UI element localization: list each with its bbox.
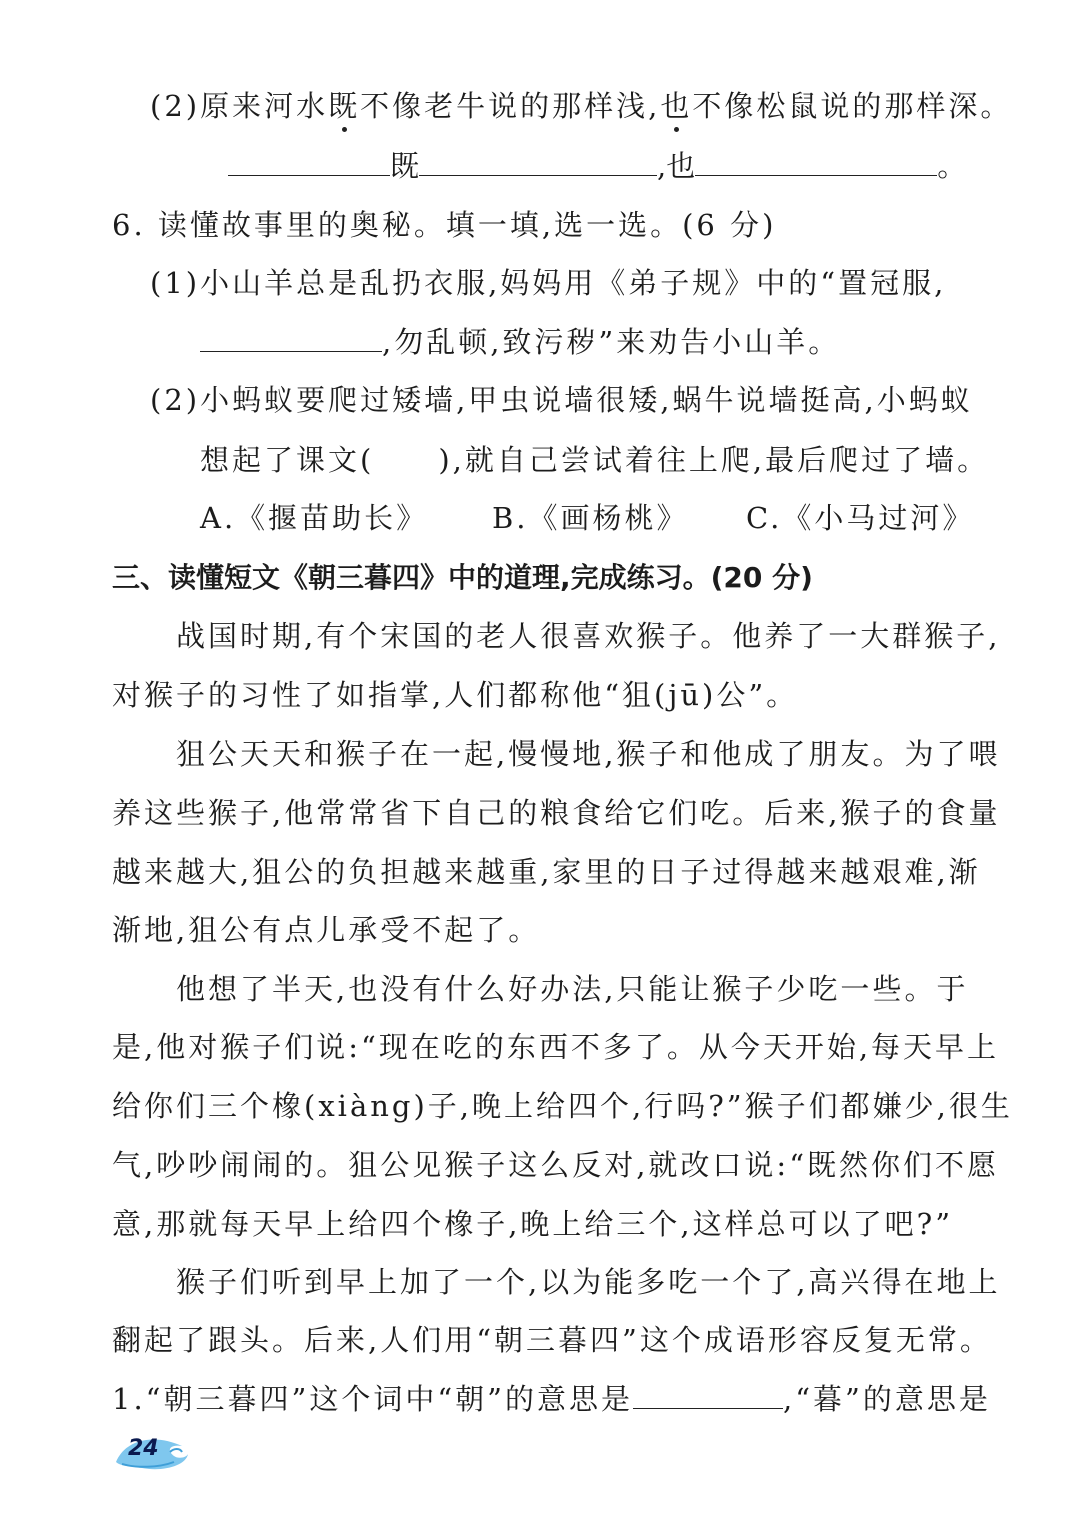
- fill-blank-3[interactable]: [695, 174, 937, 176]
- q5-fill-label-ye: ,也: [657, 149, 696, 183]
- passage-line: 猴子们听到早上加了一个,以为能多吃一个了,高兴得在地上: [176, 1265, 1001, 1299]
- q1-text-b: ,“暮”的意思是: [782, 1382, 991, 1416]
- passage-line: 越来越大,狙公的负担越来越重,家里的日子过得越来越艰难,渐: [112, 855, 981, 889]
- passage-line: 战国时期,有个宋国的老人很喜欢猴子。他养了一大群猴子,: [176, 619, 1001, 653]
- q6-option-c[interactable]: C.《小马过河》: [746, 501, 975, 535]
- q5-item2-text-c: 不像松鼠说的那样深。: [692, 89, 1013, 123]
- q5-fill-label-ji: 既: [390, 149, 420, 183]
- page-number: 24: [128, 1436, 159, 1461]
- passage-line: 渐地,狙公有点儿承受不起了。: [112, 913, 541, 947]
- passage-line: 他想了半天,也没有什么好办法,只能让猴子少吃一些。于: [176, 972, 969, 1006]
- passage-line: 对猴子的习性了如指掌,人们都称他“狙(jū)公”。: [112, 678, 799, 712]
- q6-item2-line1: (2)小蚂蚁要爬过矮墙,甲虫说墙很矮,蜗牛说墙挺高,小蚂蚁: [150, 383, 973, 417]
- q6-item2-line2: 想起了课文( ),就自己尝试着往上爬,最后爬过了墙。: [200, 443, 990, 477]
- fill-blank-1[interactable]: [228, 174, 390, 176]
- passage-line: 给你们三个橡(xiàng)子,晚上给四个,行吗?”猴子们都嫌少,很生: [112, 1089, 1013, 1123]
- passage-line: 气,吵吵闹闹的。狙公见猴子这么反对,就改口说:“既然你们不愿: [112, 1148, 1000, 1182]
- passage-line: 狙公天天和猴子在一起,慢慢地,猴子和他成了朋友。为了喂: [176, 737, 1001, 771]
- q1-text-a: 1.“朝三暮四”这个词中“朝”的意思是: [112, 1382, 633, 1416]
- q5-item2: [150, 86, 1012, 126]
- q6-item1-line2-text: ,勿乱顿,致污秽”来劝告小山羊。: [382, 325, 841, 359]
- section3-heading: 三、读懂短文《朝三暮四》中的道理,完成练习。(20 分): [112, 561, 813, 594]
- passage-line: 翻起了跟头。后来,人们用“朝三暮四”这个成语形容反复无常。: [112, 1323, 992, 1357]
- q5-item2-text-b: 不像老牛说的那样浅,: [360, 89, 661, 123]
- passage-line: 意,那就每天早上给四个橡子,晚上给三个,这样总可以了吧?”: [112, 1207, 954, 1241]
- fill-blank-4[interactable]: [200, 350, 382, 352]
- q6-item1-line1: (1)小山羊总是乱扔衣服,妈妈用《弟子规》中的“置冠服,: [150, 266, 947, 300]
- fill-blank-5[interactable]: [633, 1407, 783, 1409]
- page-number-badge: [112, 1432, 190, 1472]
- passage-line: 是,他对猴子们说:“现在吃的东西不多了。从今天开始,每天早上: [112, 1030, 1000, 1064]
- q1-line: [112, 1379, 991, 1419]
- q5-item2-text-a: (2)原来河水: [150, 89, 329, 123]
- q5-item2-emphasis-ye: 也: [660, 89, 693, 123]
- passage-line: 养这些猴子,他常常省下自己的粮食给它们吃。后来,猴子的食量: [112, 796, 1001, 830]
- q6-option-a[interactable]: A.《揠苗助长》: [200, 501, 429, 535]
- q6-item1-line2: [200, 322, 840, 362]
- fill-blank-2[interactable]: [419, 174, 657, 176]
- q5-fill-end: 。: [937, 149, 967, 183]
- q5-item2-emphasis-ji: 既: [328, 89, 361, 123]
- q5-fill-row: [228, 146, 966, 186]
- q6-title: 6. 读懂故事里的奥秘。填一填,选一选。(6 分): [112, 208, 777, 242]
- q6-option-b[interactable]: B.《画杨桃》: [492, 501, 689, 535]
